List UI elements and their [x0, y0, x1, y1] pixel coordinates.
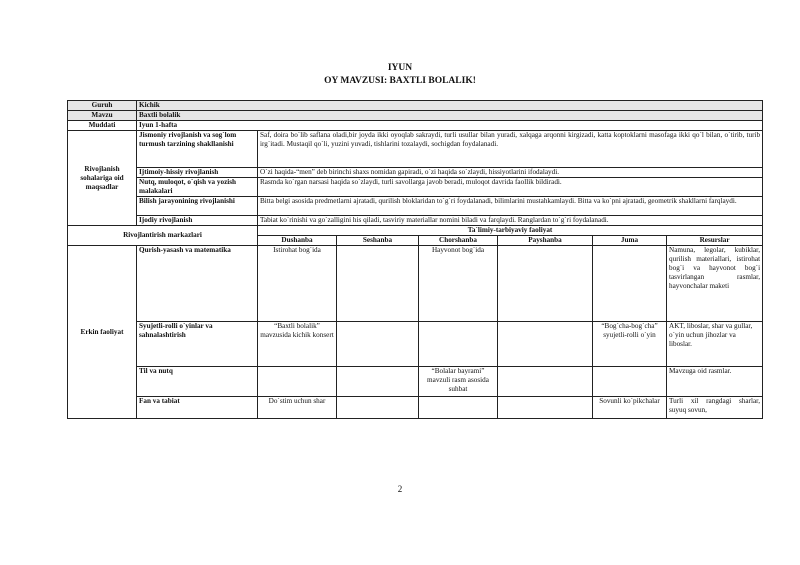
day-header: Payshanba	[498, 236, 593, 246]
area-name: Bilish jarayonining rivojlanishi	[137, 197, 258, 216]
area-text: Saf, doira bo`lib saflana oladi,bir joyda ikki oyoqlab sakraydi, turli usullar bilan yuradi, xalqaga arqonni kirgizadi, katta koptoklarni masofaga ikki qo`l bilan, o`tirib, turib irg`itadi. Mustaqil qo`li, yuzini yuvadi, tishlarini tozalaydi, sochigdan foydalanadi.	[258, 131, 763, 168]
development-row	[68, 131, 763, 168]
schedule-cell: Do`stim uchun shar	[258, 397, 337, 419]
day-header: Juma	[593, 236, 667, 246]
schedule-cell: “Baxtli bolalik” mavzusida kichik konsert	[258, 322, 337, 367]
area-name: Jismoniy rivojlanish va sog`lom turmush tarzining shakllanishi	[137, 131, 258, 168]
schedule-cell	[337, 397, 419, 419]
schedule-cell	[419, 397, 498, 419]
day-header: Chorshanba	[419, 236, 498, 246]
page-subtitle: OY MAVZUSI: BAXTLI BOLALIK!	[324, 76, 476, 86]
resources-header: Resurslar	[667, 236, 763, 246]
center-name: Qurish-yasash va matematika	[137, 246, 258, 322]
development-row	[68, 216, 763, 226]
table-row	[68, 322, 763, 367]
center-name: Til va nutq	[137, 367, 258, 397]
resources-cell: Turli xil rangdagi sharlar, suyuq sovun,	[667, 397, 763, 419]
area-name: Nutq, muloqot, o`qish va yozish malakalari	[137, 178, 258, 197]
group-row	[68, 101, 763, 111]
weekly-plan-table	[67, 100, 763, 419]
area-name: Ijodiy rivojlanish	[137, 216, 258, 226]
topic-row	[68, 111, 763, 121]
duration-label: Muddati	[68, 121, 137, 131]
schedule-cell: Hayvonot bog`ida	[419, 246, 498, 322]
page-heading	[0, 62, 800, 88]
activity-label: Ta`limiy-tarbiyaviy faoliyat	[258, 226, 763, 236]
schedule-cell	[337, 367, 419, 397]
resources-cell: Mavzuga oid rasmlar.	[667, 367, 763, 397]
schedule-cell	[498, 367, 593, 397]
schedule-cell	[498, 246, 593, 322]
schedule-cell: Istirohat bog`ida	[258, 246, 337, 322]
topic-value: Baxtli bolalik	[137, 111, 763, 121]
free-activity-label: Erkin faoliyat	[68, 246, 137, 419]
development-row	[68, 197, 763, 216]
area-text: Rasmda ko`rgan narsasi haqida so`zlaydi, turli savollarga javob beradi, muloqot davrida faollik bildiradi.	[258, 178, 763, 197]
schedule-cell: “Bolalar bayrami” mavzuli rasm asosida suhbat	[419, 367, 498, 397]
area-name: Ijtimoiy-hissiy rivojlanish	[137, 168, 258, 178]
page-number: 2	[397, 484, 403, 494]
table-row	[68, 397, 763, 419]
activity-header-row	[68, 226, 763, 236]
center-name: Syujetli-rolli o`yinlar va sahnalashtirish	[137, 322, 258, 367]
schedule-cell	[419, 322, 498, 367]
schedule-cell	[258, 367, 337, 397]
group-label: Guruh	[68, 101, 137, 111]
duration-row	[68, 121, 763, 131]
topic-label: Mavzu	[68, 111, 137, 121]
day-header: Seshanba	[337, 236, 419, 246]
table-row	[68, 246, 763, 322]
schedule-cell	[593, 246, 667, 322]
area-text: O`zi haqida-“men” deb birinchi shaxs nomidan gapiradi, o`zi haqida so`zlaydi, hissiyotlarini ifodalaydi.	[258, 168, 763, 178]
schedule-cell	[337, 322, 419, 367]
schedule-cell: “Bog`cha-bog`cha” syujetli-rolli o`yin	[593, 322, 667, 367]
table-row	[68, 367, 763, 397]
area-text: Bitta belgi asosida predmetlarni ajratadi, qurilish bloklaridan to`g`ri foydalanadi, bilimlarini mustahkamlaydi. Bitta va ko`pni ajratadi, geometrik shakllarni farqlaydi.	[258, 197, 763, 216]
center-name: Fan va tabiat	[137, 397, 258, 419]
development-row	[68, 178, 763, 197]
schedule-cell	[593, 367, 667, 397]
page-title: IYUN	[387, 63, 413, 73]
development-label: Rivojlanish sohalariga oid maqsadlar	[68, 131, 137, 226]
day-header: Dushanba	[258, 236, 337, 246]
area-text: Tabiat ko`rinishi va go`zalligini his qiladi, tasviriy materiallar nomini biladi va farqlaydi. Ranglardan to`g`ri foydalanadi.	[258, 216, 763, 226]
schedule-cell	[337, 246, 419, 322]
resources-cell: Namuna, legolar, kubiklar, qurilish materiallari, istirohat bog`i va hayvonot bog`i tasvirlangan rasmlar, hayvonchalar maketi	[667, 246, 763, 322]
schedule-cell	[498, 322, 593, 367]
development-row	[68, 168, 763, 178]
centers-label: Rivojlantirish markazlari	[68, 226, 258, 246]
schedule-cell: Sovunli ko`pikchalar	[593, 397, 667, 419]
schedule-cell	[498, 397, 593, 419]
duration-value: Iyun 1-hafta	[137, 121, 763, 131]
group-value: Kichik	[137, 101, 763, 111]
resources-cell: AKT, liboslar, shar va gullar, o`yin uchun jihozlar va liboslar.	[667, 322, 763, 367]
